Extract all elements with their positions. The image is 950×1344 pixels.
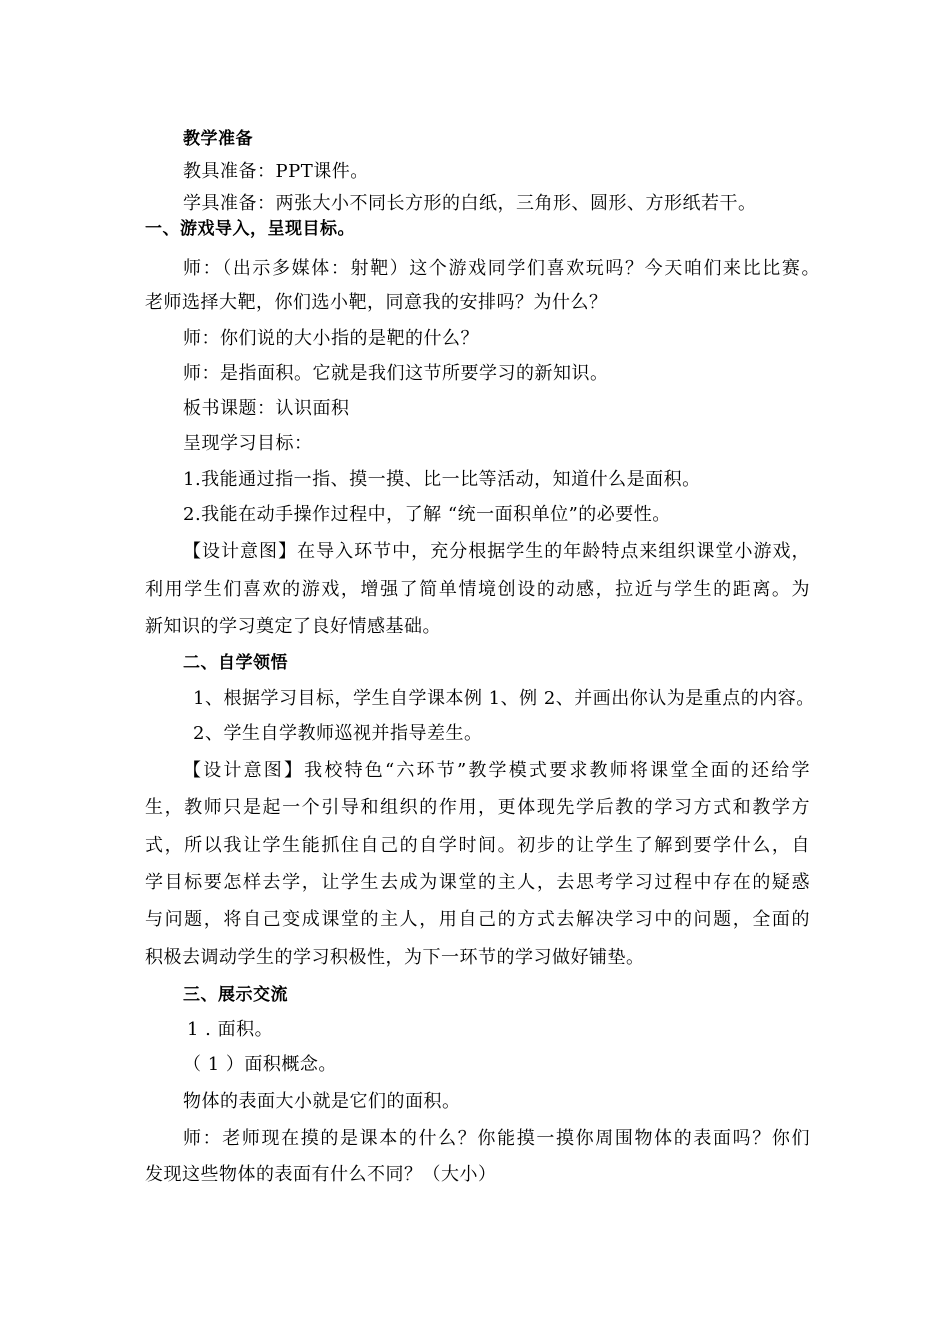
s1-paragraph-line: 老师选择大靶，你们选小靶，同意我的安排吗？为什么？ <box>145 292 608 313</box>
s2-design-line: 与问题，将自己变成课堂的主人，用自己的方式去解决学习中的问题，全面的 <box>145 909 810 930</box>
s3-paragraph-line: 发现这些物体的表面有什么不同？（大小） <box>145 1164 497 1185</box>
s1-design-line: 【设计意图】在导入环节中，充分根据学生的年龄特点来组织课堂小游戏， <box>183 541 810 562</box>
prep-student: 学具准备：两张大小不同长方形的白纸，三角形、圆形、方形纸若干。 <box>183 193 757 214</box>
s1-goal: 1.我能通过指一指、摸一摸、比一比等活动，知道什么是面积。 <box>183 469 701 490</box>
s2-design-line: 生，教师只是起一个引导和组织的作用，更体现先学后教的学习方式和教学方 <box>145 797 810 818</box>
s1-design-line: 利用学生们喜欢的游戏，增强了简单情境创设的动感，拉近与学生的距离。为 <box>145 579 810 600</box>
s1-goal: 2.我能在动手操作过程中，了解 “统一面积单位”的必要性。 <box>183 504 671 525</box>
s2-design-line: 式，所以我让学生能抓住自己的自学时间。初步的让学生了解到要学什么，自 <box>145 835 810 856</box>
s1-paragraph: 板书课题：认识面积 <box>183 398 350 419</box>
section3-heading: 三、展示交流 <box>183 985 288 1005</box>
s2-item: 1、根据学习目标，学生自学课本例 1、例 2、并画出你认为是重点的内容。 <box>193 688 815 709</box>
s1-design-line: 新知识的学习奠定了良好情感基础。 <box>145 616 441 637</box>
s3-paragraph-line: 师：老师现在摸的是课本的什么？你能摸一摸你周围物体的表面吗？你们 <box>183 1128 810 1149</box>
s3-item: 1 . 面积。 <box>187 1019 274 1040</box>
section1-heading: 一、游戏导入，呈现目标。 <box>145 219 355 239</box>
prep-heading: 教学准备 <box>183 129 253 149</box>
s3-paragraph: 物体的表面大小就是它们的面积。 <box>183 1091 461 1112</box>
s2-design-line: 积极去调动学生的学习积极性，为下一环节的学习做好铺垫。 <box>145 947 645 968</box>
s2-item: 2、学生自学教师巡视并指导差生。 <box>193 723 483 744</box>
s2-design-line: 【设计意图】我校特色“六环节”教学模式要求教师将课堂全面的还给学 <box>183 760 810 781</box>
s1-paragraph-line: 师：（出示多媒体：射靶）这个游戏同学们喜欢玩吗？今天咱们来比比赛。 <box>183 258 820 279</box>
prep-tools: 教具准备：PPT课件。 <box>183 161 369 182</box>
s1-paragraph: 师：是指面积。它就是我们这节所要学习的新知识。 <box>183 363 609 384</box>
s3-subitem: （ 1 ）面积概念。 <box>183 1054 337 1075</box>
s1-paragraph: 师：你们说的大小指的是靶的什么？ <box>183 328 479 349</box>
s1-paragraph: 呈现学习目标： <box>183 433 313 454</box>
s2-design-line: 学目标要怎样去学，让学生去成为课堂的主人，去思考学习过程中存在的疑惑 <box>145 872 810 893</box>
section2-heading: 二、自学领悟 <box>183 653 288 673</box>
